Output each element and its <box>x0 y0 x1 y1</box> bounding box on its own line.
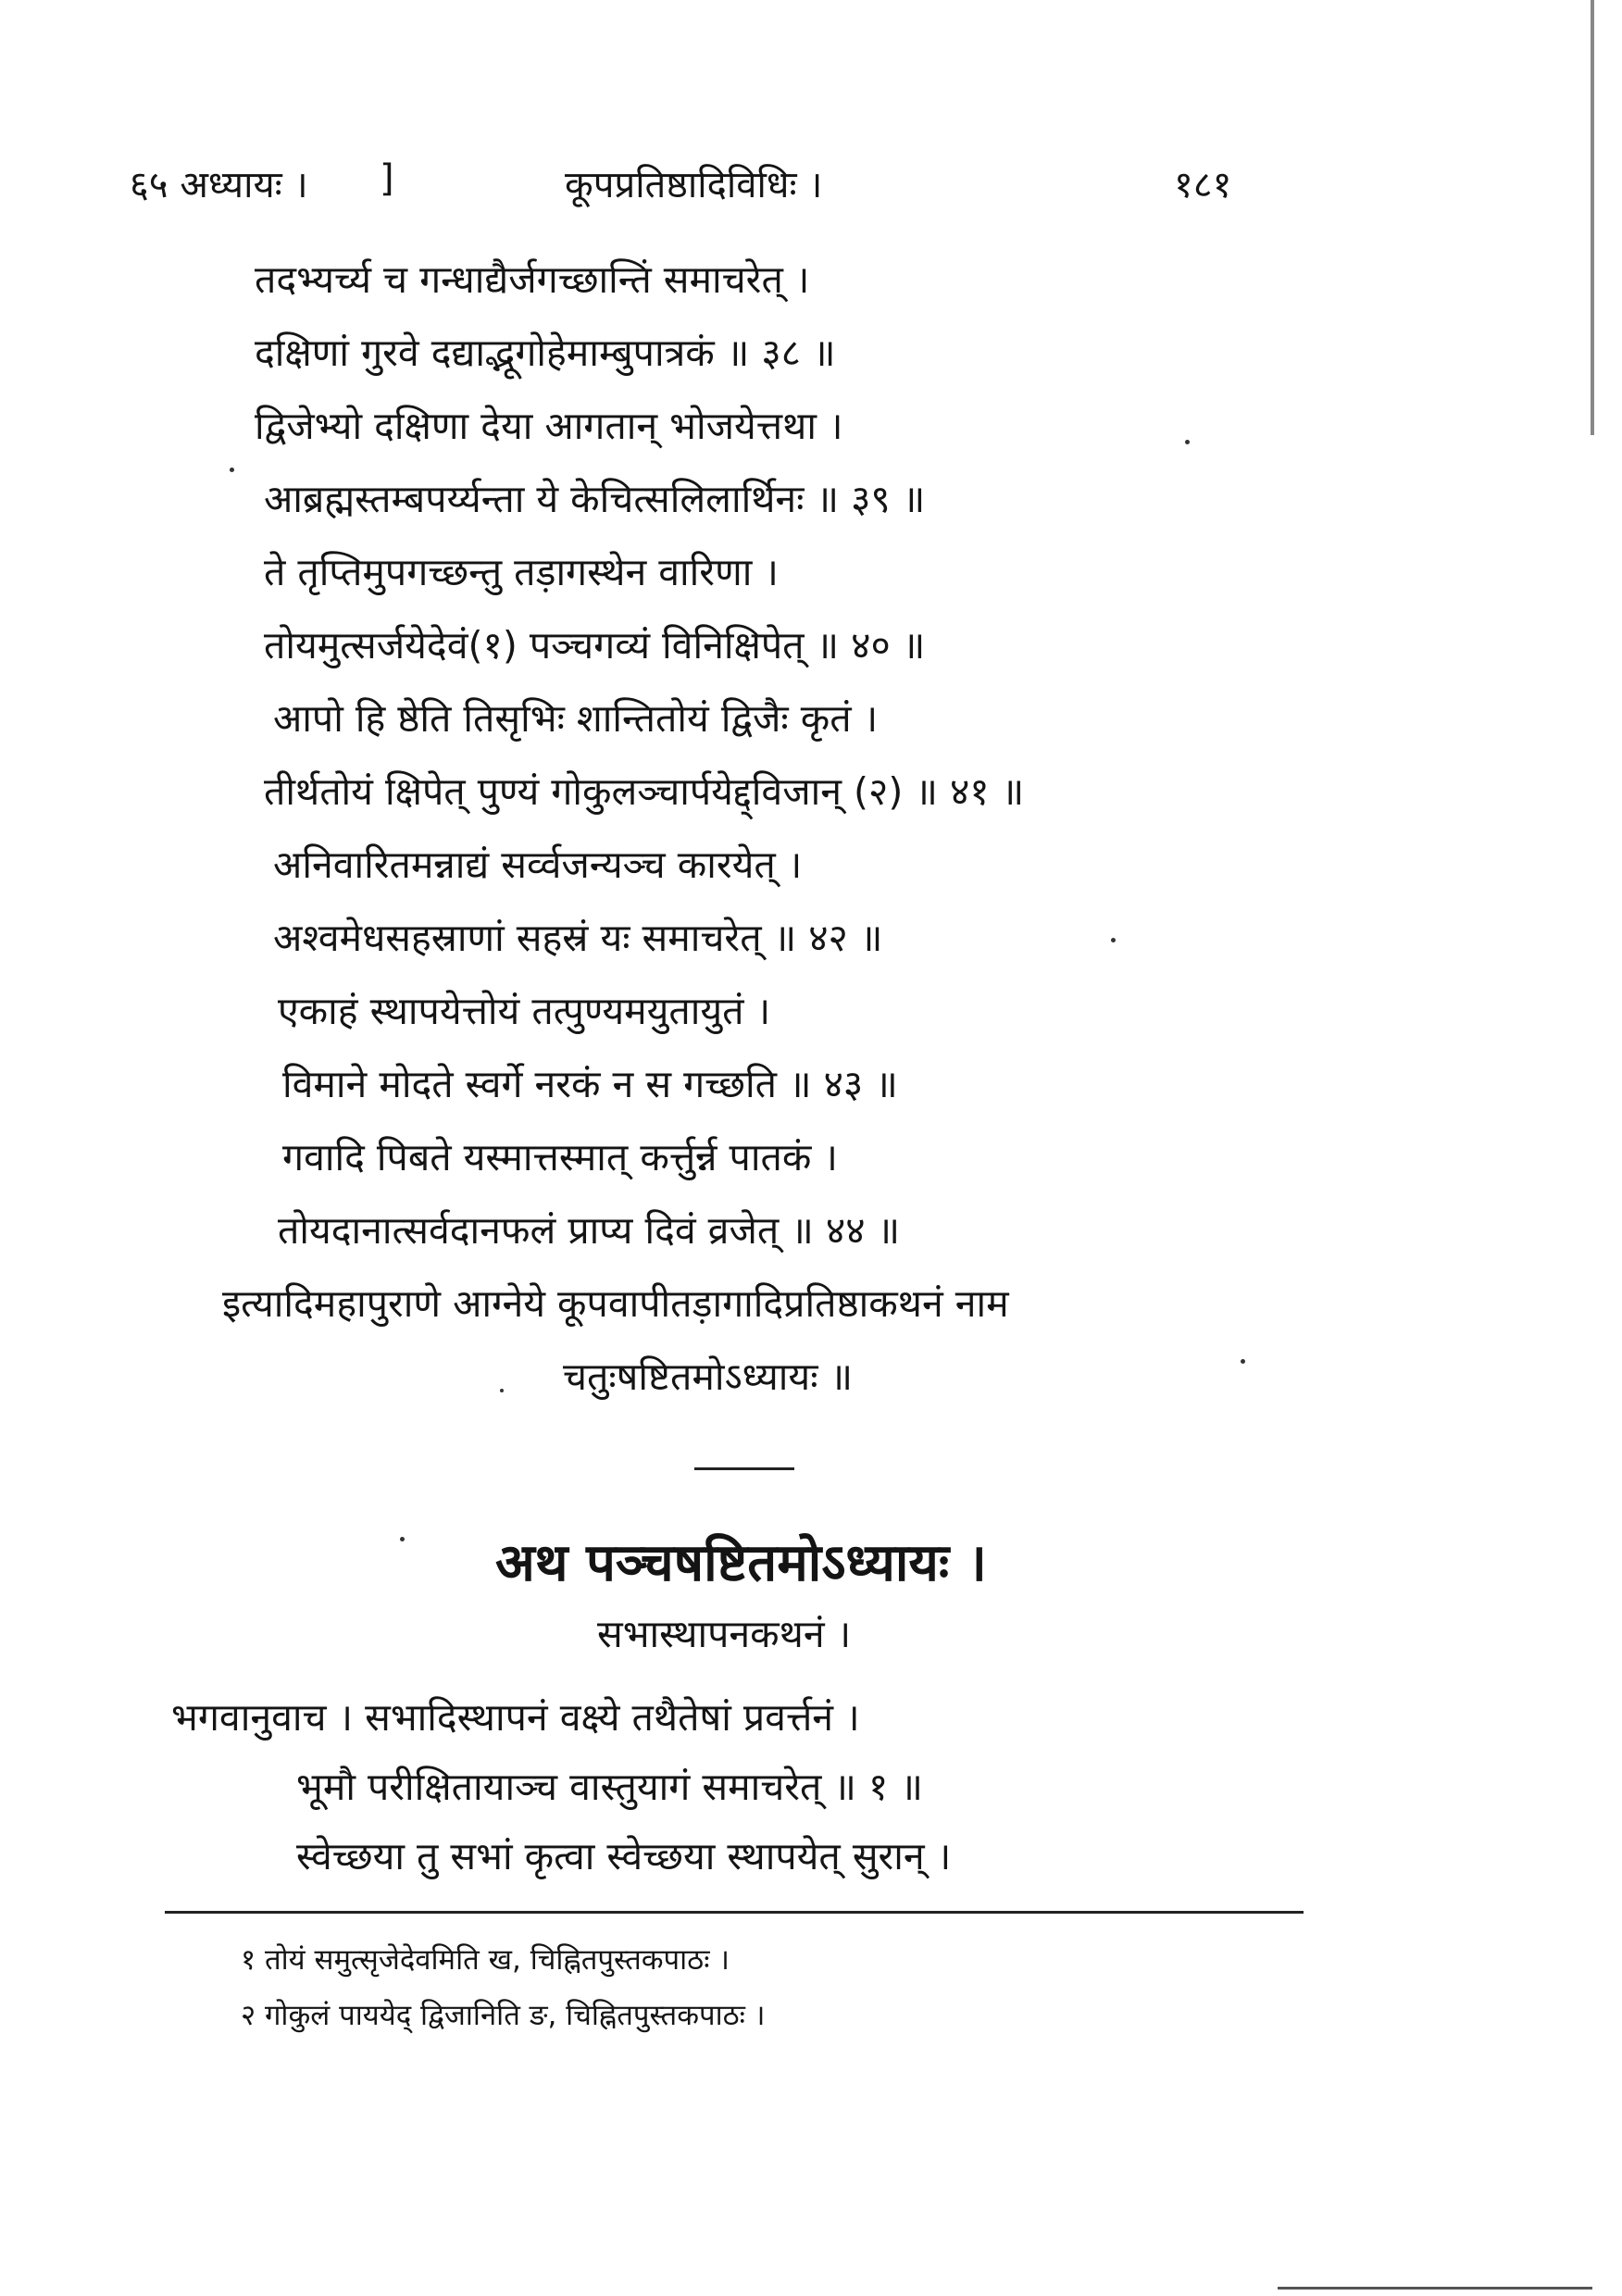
verse-line: विमाने मोदते स्वर्गे नरकं न स गच्छति ॥ ४३ ॥ <box>282 1062 898 1106</box>
verse-line: भगवानुवाच । सभादिस्थापनं वक्ष्ये तथैतेषां प्रवर्त्तनं । <box>171 1695 860 1740</box>
verse-line: दक्षिणां गुरवे दद्याद्भूगोहेमाम्बुपात्रकं ॥ ३८ ॥ <box>255 331 836 375</box>
footnote-rule <box>165 1911 1304 1914</box>
verse-line: स्वेच्छया तु सभां कृत्वा स्वेच्छया स्थापयेत् सुरान् । <box>296 1834 952 1878</box>
header-bracket: ] <box>380 157 394 200</box>
header-title: कूपप्रतिष्ठादिविधिः । <box>565 164 823 206</box>
verse-line: गवादि पिबते यस्मात्तस्मात् कर्त्तुर्न्न पातकं । <box>282 1135 838 1179</box>
colophon-line: चतुःषष्टितमोऽध्यायः ॥ <box>563 1354 854 1399</box>
scan-speck <box>500 1389 504 1392</box>
footnote: १ तोयं समुत्सृजेदेवमिति ख, चिह्नितपुस्तकपाठः । <box>241 1943 730 1977</box>
verse-line: द्विजेभ्यो दक्षिणा देया आगतान् भोजयेत्तथा । <box>255 404 843 448</box>
verse-line: तोयमुत्सर्जयेदेवं(१) पञ्चगव्यं विनिक्षिपेत् ॥ ४० ॥ <box>264 623 926 668</box>
separator-rule <box>694 1467 794 1470</box>
scan-speck <box>230 468 234 472</box>
colophon-line: इत्यादिमहापुराणे आग्नेये कूपवापीतड़ागादिप्रतिष्ठाकथनं नाम <box>222 1281 1009 1326</box>
scan-speck <box>400 1537 405 1541</box>
verse-line: तदभ्यर्च्य च गन्धाद्यैर्जगच्छान्तिं समाचरेत् । <box>255 257 810 302</box>
page-number: १८१ <box>1174 164 1232 206</box>
verse-line: एकाहं स्थापयेत्तोयं तत्पुण्यमयुतायुतं । <box>278 989 771 1033</box>
verse-line: अश्वमेधसहस्राणां सहस्रं यः समाचरेत् ॥ ४२ ॥ <box>273 916 883 960</box>
scan-bottom-mark <box>1278 2287 1592 2290</box>
chapter-title: अथ पञ्चषष्टितमोऽध्यायः । <box>495 1533 987 1593</box>
verse-line: तोयदानात्सर्वदानफलं प्राप्य दिवं व्रजेत् ॥ ४४ ॥ <box>278 1208 901 1253</box>
verse-line: आब्रह्मस्तम्बपर्य्यन्ता ये केचित्सलिलार्थिनः ॥ ३९ ॥ <box>264 477 926 521</box>
scan-speck <box>1111 938 1116 942</box>
footnote: २ गोकुलं पाययेद् द्विजानिति ङ, चिह्नितपुस्तकपाठः । <box>241 1999 766 2032</box>
scan-speck <box>1241 1359 1245 1364</box>
header-chapter-ref: ६५ अध्यायः । <box>130 164 308 206</box>
chapter-subtitle: सभास्थापनकथनं । <box>597 1612 852 1656</box>
scan-edge-mark <box>1591 0 1594 435</box>
verse-line: तीर्थतोयं क्षिपेत् पुण्यं गोकुलञ्चार्पयेद्द्विजान् (२) ॥ ४१ ॥ <box>264 769 1025 814</box>
verse-line: अनिवारितमन्नाद्यं सर्व्वजन्यञ्च कारयेत् । <box>273 842 803 887</box>
verse-line: ते तृप्तिमुपगच्छन्तु तड़ागस्थेन वारिणा । <box>264 550 779 594</box>
verse-line: आपो हि ष्ठेति तिसृभिः शान्तितोयं द्विजैः कृतं । <box>273 696 879 741</box>
verse-line: भूमौ परीक्षितायाञ्च वास्तुयागं समाचरेत् ॥ १ ॥ <box>296 1765 923 1809</box>
scan-speck <box>1185 440 1190 444</box>
